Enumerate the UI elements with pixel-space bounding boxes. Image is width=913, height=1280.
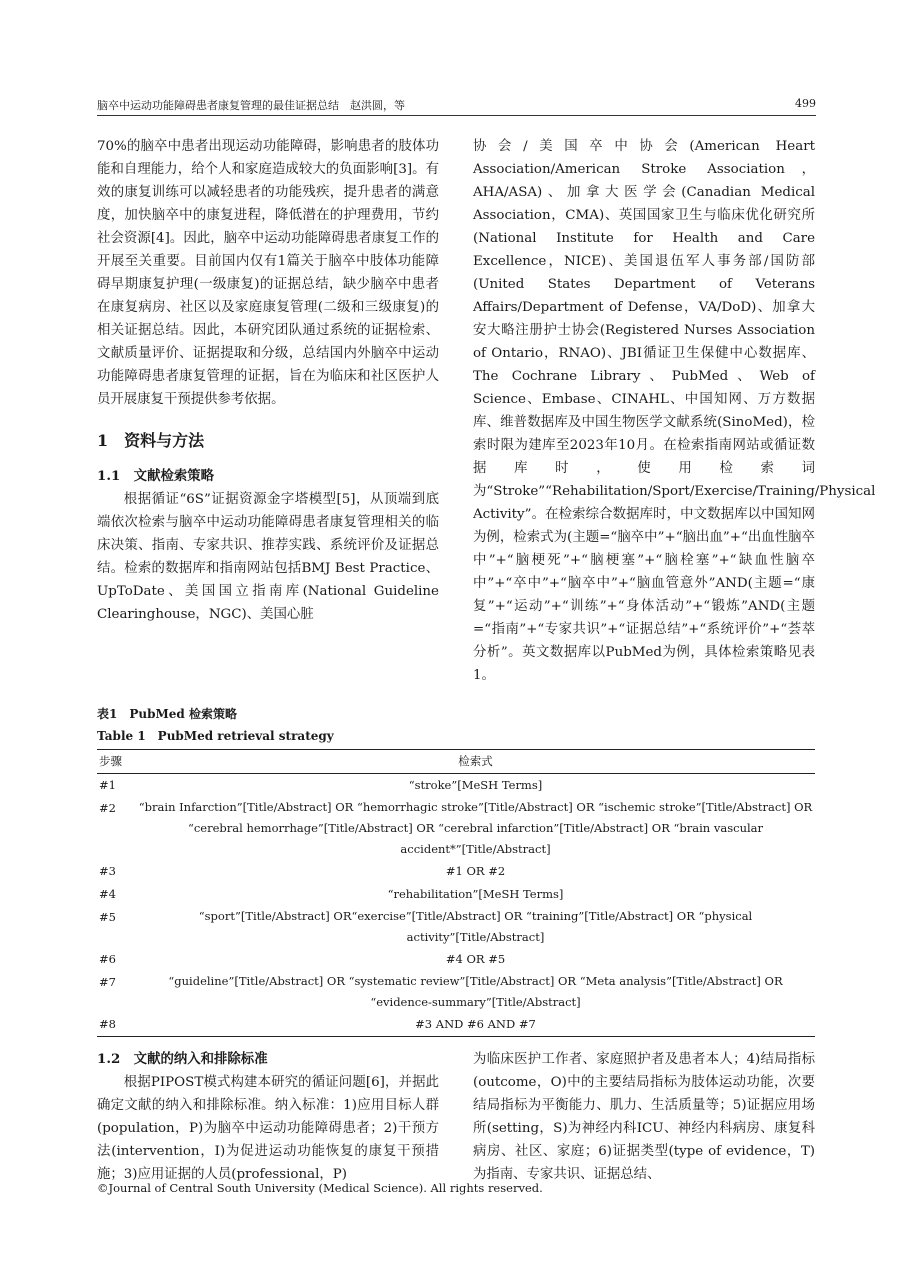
search-strategy-paragraph: 根据循证“6S”证据资源金字塔模型[5]，从顶端到底端依次检索与脑卒中运动功能障碍患者康复管理相关的临床决策、指南、专家共识、推荐实践、系统评价及证据总结。检索的数据库和指南网站包括BMJ Best Practice、UpToDate、美国国立指南库(National Guideline Clearinghouse，NGC)、美国心脏 bbox=[97, 492, 439, 622]
intro-paragraph: 70%的脑卒中患者出现运动功能障碍，影响患者的肢体功能和自理能力，给个人和家庭造成较大的负面影响[3]。有效的康复训练可以减轻患者的功能残疾，提升患者的满意度，加快脑卒中的康复进程，降低潜在的护理费用，节约社会资源[4]。因此，脑卒中运动功能障碍患者康复工作的开展至关重要。目前国内仅有1篇关于脑卒中肢体功能障碍早期康复护理(一级康复)的证据总结，缺少脑卒中患者在康复病房、社区以及家庭康复管理(二级和三级康复)的相关证据总结。因此，本研究团队通过系统的证据检索、文献质量评价、证据提取和分级，总结国内外脑卒中运动功能障碍患者康复管理的证据，旨在为临床和社区医护人员开展康复干预提供参考依据。 bbox=[97, 139, 439, 407]
running-header bbox=[97, 97, 816, 116]
expr-cell: #3 AND #6 AND #7 bbox=[136, 1013, 815, 1037]
criteria-continued-paragraph: 为临床医护工作者、家庭照护者及患者本人；4)结局指标(outcome，O)中的主要结局指标为肢体运动功能，次要结局指标为平衡能力、肌力、生活质量等；5)证据应用场所(setting，S)为神经内科ICU、神经内科病房、康复科病房、社区、家庭；6)证据类型(type of evidence，T)为指南、专家共识、证据总结、 bbox=[473, 1052, 815, 1182]
table-row bbox=[97, 1013, 815, 1037]
section-title-methods: 1 资料与方法 bbox=[97, 431, 205, 450]
table-row bbox=[97, 883, 815, 906]
step-cell: #6 bbox=[99, 952, 116, 966]
col-step-header: 步骤 bbox=[97, 750, 136, 774]
expr-cell: #4 OR #5 bbox=[445, 952, 506, 966]
left-column-bottom bbox=[97, 1048, 439, 1186]
table-caption-en: Table 1 PubMed retrieval strategy bbox=[97, 729, 334, 743]
table-row bbox=[97, 948, 815, 971]
table-row bbox=[97, 797, 815, 860]
expr-cell: “guideline”[Title/Abstract] OR “systematic review”[Title/Abstract] OR “Meta analysis”[Title/Abstract] OR “evidence-summary”[Title/Abstract] bbox=[168, 974, 783, 1009]
col-expr-header: 检索式 bbox=[136, 750, 815, 774]
right-column-bottom bbox=[473, 1048, 815, 1186]
expr-cell: “stroke”[MeSH Terms] bbox=[408, 778, 543, 792]
running-title: 脑卒中运动功能障碍患者康复管理的最佳证据总结 赵洪圆，等 bbox=[97, 99, 405, 112]
table-row bbox=[97, 774, 815, 798]
subsection-title-criteria: 1.2 文献的纳入和排除标准 bbox=[97, 1051, 268, 1067]
databases-paragraph: 协会/美国卒中协会(American Heart Association/American Stroke Association，AHA/ASA)、加拿大医学会(Canadian Medical Association，CMA)、英国国家卫生与临床优化研究所(National Institute for Health and Care Excellence，NICE)、美国退伍军人事务部/国防部(United States Department of Veterans Affairs/Department of Defense，VA/DoD)、加拿大安大略注册护士协会(Registered Nurses Association of Ontario，RNAO)、JBI循证卫生保健中心数据库、The Cochrane Library、PubMed、Web of Science、Embase、CINAHL、中国知网、万方数据库、维普数据库及中国生物医学文献系统(SinoMed)，检索时限为建库至2023年10月。在检索指南网站或循证数据库时，使用检索词为“Stroke”“Rehabilitation/Sport/Exercise/Training/Physical Activity”。在检索综合数据库时，中文数据库以中国知网为例，检索式为(主题=“脑卒中”+“脑出血”+“出血性脑卒中”+“脑梗死”+“脑梗塞”+“脑栓塞”+“缺血性脑卒中”+“卒中”+“脑卒中”+“脑血管意外”AND(主题=“康复”+“运动”+“训练”+“身体活动”+“锻炼”AND(主题=“指南”+“专家共识”+“证据总结”+“系统评价”+“荟萃分析”。英文数据库以PubMed为例，具体检索策略见表1。 bbox=[473, 139, 876, 683]
step-cell: #2 bbox=[99, 801, 116, 815]
step-cell: #8 bbox=[97, 1013, 136, 1037]
retrieval-strategy-table bbox=[97, 749, 815, 1037]
subsection-title-search: 1.1 文献检索策略 bbox=[97, 468, 215, 484]
step-cell: #1 bbox=[99, 778, 116, 792]
step-cell: #3 bbox=[99, 864, 116, 878]
table-header-row bbox=[97, 750, 815, 774]
copyright-footer: ©Journal of Central South University (Medical Science). All rights reserved. bbox=[97, 1181, 543, 1195]
table-caption-cn: 表1 PubMed 检索策略 bbox=[97, 707, 237, 721]
right-column-top bbox=[473, 135, 876, 687]
expr-cell: “brain Infarction”[Title/Abstract] OR “hemorrhagic stroke”[Title/Abstract] OR “ischemic stroke”[Title/Abstract] OR “cerebral hemorrhage”[Title/Abstract] OR “cerebral infarction”[Title/Abstract] OR “brain vascular accident*”[Title/Abstract] bbox=[138, 800, 813, 856]
criteria-paragraph: 根据PIPOST模式构建本研究的循证问题[6]，并据此确定文献的纳入和排除标准。纳入标准：1)应用目标人群(population，P)为脑卒中运动功能障碍患者；2)干预方法(intervention，I)为促进运动功能恢复的康复干预措施；3)应用证据的人员(professional，P) bbox=[97, 1075, 439, 1182]
step-cell: #7 bbox=[99, 975, 116, 989]
expr-cell: #1 OR #2 bbox=[445, 864, 506, 878]
expr-cell: “rehabilitation”[MeSH Terms] bbox=[387, 887, 564, 901]
left-column-top bbox=[97, 135, 439, 626]
step-cell: #4 bbox=[99, 887, 116, 901]
table-row bbox=[97, 906, 815, 948]
table-row bbox=[97, 860, 815, 883]
step-cell: #5 bbox=[99, 910, 116, 924]
table-row bbox=[97, 971, 815, 1013]
page-number: 499 bbox=[795, 97, 816, 110]
expr-cell: “sport”[Title/Abstract] OR“exercise”[Title/Abstract] OR “training”[Title/Abstract] OR “physical activity”[Title/Abstract] bbox=[198, 909, 753, 944]
